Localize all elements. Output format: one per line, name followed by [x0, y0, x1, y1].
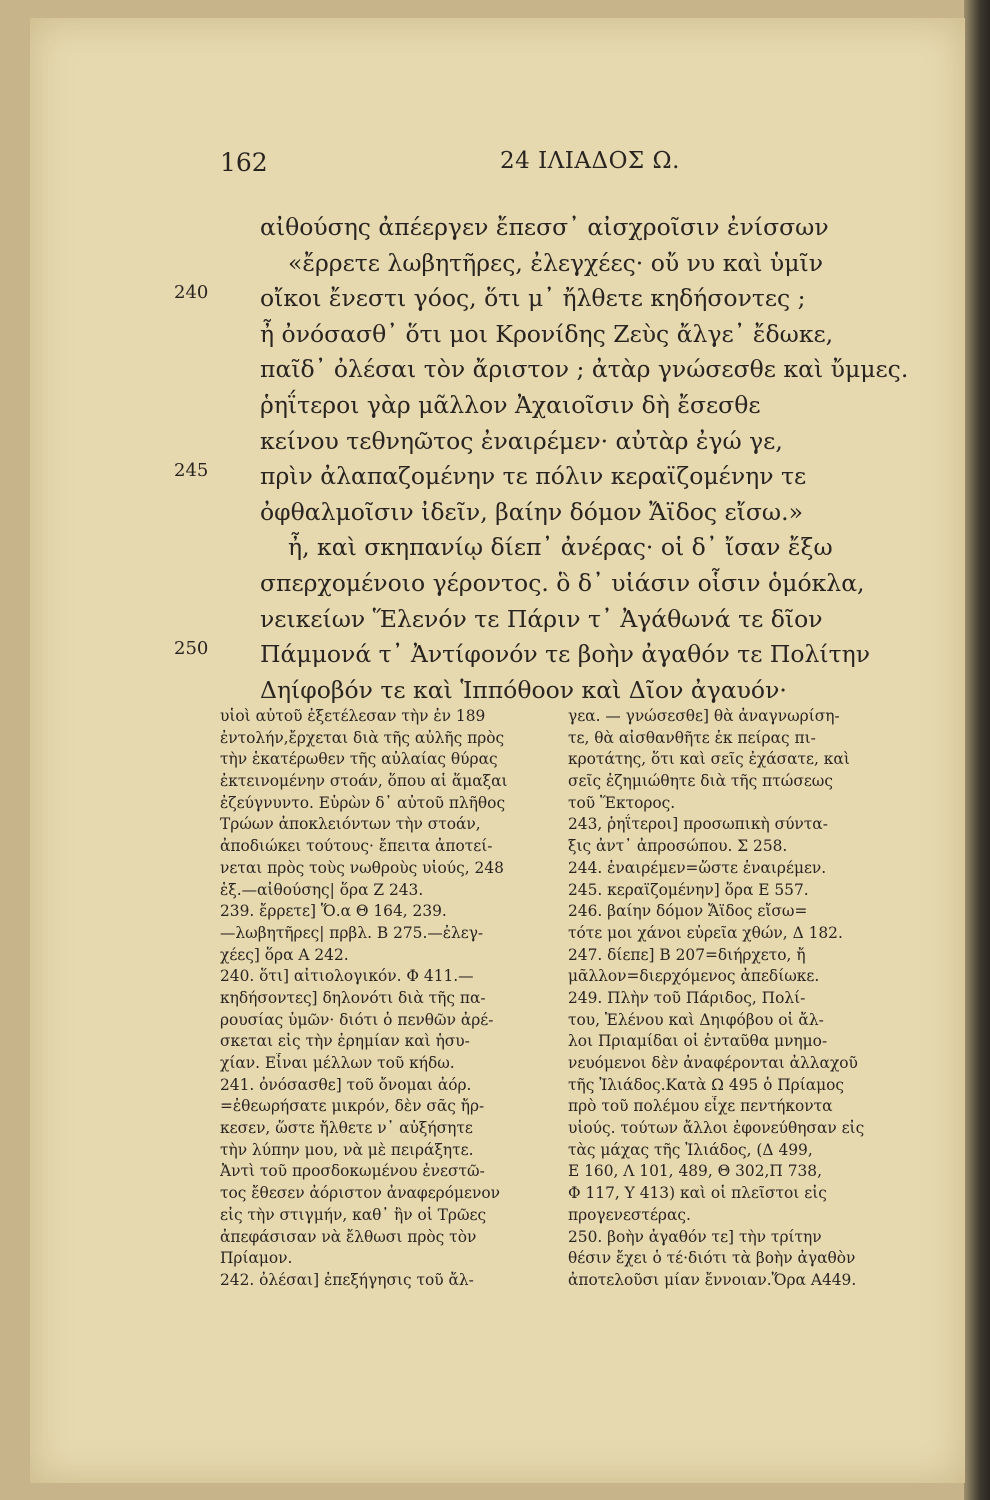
verse-line	[210, 317, 910, 353]
verse-line	[210, 673, 910, 709]
note-line: εἰς τὴν στιγμήν, καθ᾽ ἣν οἱ Τρῶες	[220, 1205, 487, 1224]
note-line: ἐζεύγνυντο. Εὑρὼν δ᾽ αὐτοῦ πλῆθος	[220, 793, 506, 812]
note-line: σκεται εἰς τὴν ἐρημίαν καὶ ἡσυ-	[220, 1032, 470, 1051]
note-line: χίαν. Εἶναι μέλλων τοῦ κήδω.	[220, 1054, 455, 1072]
note-line: λοι Πριαμίδαι οἱ ἐνταῦθα μνημο-	[568, 1032, 828, 1051]
note-line: κροτάτης, ὅτι καὶ σεῖς ἐχάσατε, καὶ	[568, 750, 850, 769]
note-line: τῆς Ἰλιάδος.Κατὰ Ω 495 ὁ Πρίαμος	[568, 1075, 845, 1094]
verse-line	[174, 637, 910, 673]
note-line: τὴν λύπην μου, νὰ μὲ πειράξητε.	[220, 1140, 474, 1159]
note-line: τος ἔθεσεν ἀόριστον ἀναφερόμενον	[220, 1184, 500, 1203]
note-line: 244. ἐναιρέμεν=ὥστε ἐναιρέμεν.	[568, 858, 827, 877]
book-spine-edge	[964, 0, 990, 1500]
note-line: μᾶλλον=διερχόμενος ἀπεδίωκε.	[568, 967, 820, 986]
verse-text: κείνου τεθνηῶτος ἐναιρέμεν· αὐτὰρ ἐγώ γε,	[260, 426, 783, 455]
note-line: ἀποτελοῦσι μίαν ἔννοιαν.Ὅρα Α449.	[568, 1270, 857, 1289]
note-line: σεῖς ἐζημιώθητε διὰ τῆς πτώσεως	[568, 772, 833, 791]
note-line: 249. Πλὴν τοῦ Πάριδος, Πολί-	[568, 988, 806, 1007]
note-line: θέσιν ἔχει ὁ τέ·διότι τὰ βοὴν ἀγαθὸν	[568, 1249, 856, 1268]
note-line: 242. ὀλέσαι] ἐπεξήγησις τοῦ ἄλ-	[220, 1270, 474, 1289]
verse-line	[174, 281, 910, 317]
note-line: 246. βαίην δόμον Ἄϊδος εἴσω=	[568, 902, 808, 921]
note-line: νεται πρὸς τοὺς νωθροὺς υἱούς, 248	[220, 858, 504, 877]
note-line: 239. ἔρρετε] Ὅ.α Θ 164, 239.	[220, 902, 447, 921]
page-number: 162	[220, 148, 268, 177]
verse-line	[210, 530, 910, 566]
verse-line	[210, 495, 910, 531]
note-line: ἀπεφάσισαν νὰ ἔλθωσι πρὸς τὸν	[220, 1227, 477, 1246]
book-page	[30, 18, 965, 1483]
note-line: του, Ἑλένου καὶ Δηιφόβου οἱ ἄλ-	[568, 1010, 824, 1029]
note-line: προγενεστέρας.	[568, 1205, 691, 1224]
note-line: 241. ὀνόσασθε] τοῦ ὄνομαι ἀόρ.	[220, 1075, 472, 1094]
note-line: ξις ἀντ᾽ ἀπροσώπου. Σ 258.	[568, 837, 788, 856]
verse-line	[210, 352, 910, 388]
verse-text: παῖδ᾽ ὀλέσαι τὸν ἄριστον ; ἀτὰρ γνώσεσθε καὶ ὔμμες.	[260, 355, 909, 384]
verse-line	[210, 246, 910, 282]
note-line: υἱοὶ αὐτοῦ ἐξετέλεσαν τὴν ἐν 189	[220, 707, 486, 725]
note-line: ρουσίας ὑμῶν· διότι ὁ πενθῶν ἀρέ-	[220, 1010, 494, 1029]
verse-line	[210, 210, 910, 246]
verse-text: ὀφθαλμοῖσιν ἰδεῖν, βαίην δόμον Ἄϊδος εἴσω.»	[260, 497, 803, 526]
note-line: Πρίαμον.	[220, 1249, 293, 1268]
note-line: τε, θὰ αἰσθανθῆτε ἐκ πείρας πι-	[568, 728, 816, 747]
line-number: 250	[174, 638, 209, 660]
verse-text: σπερχομένοιο γέροντος. ὃ δ᾽ υἱάσιν οἷσιν ὁμόκλα,	[260, 568, 865, 597]
note-line: χέες] ὅρα Α 242.	[220, 945, 349, 964]
note-line: πρὸ τοῦ πολέμου εἶχε πεντήκοντα	[568, 1097, 833, 1116]
notes-left-column	[220, 706, 555, 1292]
verse-text: πρὶν ἀλαπαζομένην τε πόλιν κεραϊζομένην τε	[260, 462, 807, 491]
note-line: ἑξ.—αἰθούσης| ὅρα Ζ 243.	[220, 880, 424, 899]
verse-text: αἰθούσης ἀπέεργεν ἔπεσσ᾽ αἰσχροῖσιν ἐνίσσων	[260, 213, 829, 241]
verse-line	[210, 602, 910, 638]
note-line: κηδήσοντες] δηλονότι διὰ τῆς πα-	[220, 988, 486, 1007]
note-line: Τρώων ἀποκλειόντων τὴν στοάν,	[220, 815, 481, 834]
verse-text: «ἔρρετε λωβητῆρες, ἐλεγχέες· οὔ νυ καὶ ὑμῖν	[288, 248, 823, 277]
note-line: Φ 117, Υ 413) καὶ οἱ πλεῖστοι εἰς	[568, 1184, 827, 1203]
verse-text: νεικείων Ἕλενόν τε Πάριν τ᾽ Ἀγάθωνά τε δῖον	[260, 604, 823, 633]
verse-text: ῥηΐτεροι γὰρ μᾶλλον Ἀχαιοῖσιν δὴ ἔσεσθε	[260, 390, 761, 419]
note-line: ἀποδιώκει τούτους· ἔπειτα ἀποτεί-	[220, 837, 493, 856]
note-line: 240. ὅτι] αἰτιολογικόν. Φ 411.—	[220, 967, 474, 986]
note-line: τὰς μάχας τῆς Ἰλιάδος, (Δ 499,	[568, 1140, 813, 1159]
verse-text: ἦ, καὶ σκηπανίῳ δίεπ᾽ ἀνέρας· οἱ δ᾽ ἴσαν ἔξω	[288, 533, 833, 562]
note-line: =ἐθεωρήσατε μικρόν, δὲν σᾶς ἤρ-	[220, 1097, 485, 1116]
line-number: 245	[174, 460, 209, 482]
page-header	[220, 148, 920, 188]
note-line: 250. βοὴν ἀγαθόν τε] τὴν τρίτην	[568, 1227, 822, 1246]
line-number: 240	[174, 282, 209, 304]
note-line: ἐκτεινομένην στοάν, ὅπου αἱ ἅμαξαι	[220, 772, 508, 791]
verse-line	[210, 566, 910, 602]
note-line: υἱούς. τούτων ἄλλοι ἐφονεύθησαν εἰς	[568, 1119, 865, 1138]
note-line: —λωβητῆρες| πρβλ. Β 275.—ἐλεγ-	[220, 923, 484, 942]
verse-line	[210, 388, 910, 424]
verse-text: ἦ ὀνόσασθ᾽ ὅτι μοι Κρονίδης Ζεὺς ἄλγε᾽ ἔδωκε,	[260, 319, 834, 348]
note-line: ἐντολήν,ἔρχεται διὰ τῆς αὐλῆς πρὸς	[220, 728, 505, 747]
note-line: νευόμενοι δὲν ἀναφέρονται ἀλλαχοῦ	[568, 1054, 858, 1072]
note-line: 245. κεραϊζομένην] ὅρα Ε 557.	[568, 880, 809, 899]
notes-right-column	[568, 706, 903, 1292]
note-line: γεα. — γνώσεσθε] θὰ ἀναγνωρίση-	[568, 707, 840, 725]
running-title: 24 ΙΛΙΑΔΟΣ Ω.	[500, 148, 680, 174]
note-line: κεσεν, ὥστε ἤλθετε ν᾽ αὐξήσητε	[220, 1119, 473, 1138]
note-line: τότε μοι χάνοι εὐρεῖα χθών, Δ 182.	[568, 923, 843, 942]
verse-line	[210, 424, 910, 460]
note-line: Ε 160, Λ 101, 489, Θ 302,Π 738,	[568, 1162, 822, 1181]
verse-block	[174, 210, 910, 708]
note-line: Ἀντὶ τοῦ προσδοκωμένου ἐνεστῶ-	[220, 1162, 485, 1181]
verse-text: Πάμμονά τ᾽ Ἀντίφονόν τε βοὴν ἀγαθόν τε Πολίτην	[260, 640, 870, 669]
note-line: τὴν ἑκατέρωθεν τῆς αὐλαίας θύρας	[220, 750, 498, 769]
note-line: 243, ῥηΐτεροι] προσωπικὴ σύντα-	[568, 815, 828, 834]
verse-text: Δηίφοβόν τε καὶ Ἱππόθοον καὶ Δῖον ἀγαυόν·	[260, 675, 787, 704]
verse-text: οἴκοι ἔνεστι γόος, ὅτι μ᾽ ἤλθετε κηδήσοντες ;	[260, 284, 806, 313]
note-line: τοῦ Ἕκτορος.	[568, 793, 676, 812]
note-line: 247. δίεπε] Β 207=διήρχετο, ἤ	[568, 945, 806, 964]
verse-line	[174, 459, 910, 495]
